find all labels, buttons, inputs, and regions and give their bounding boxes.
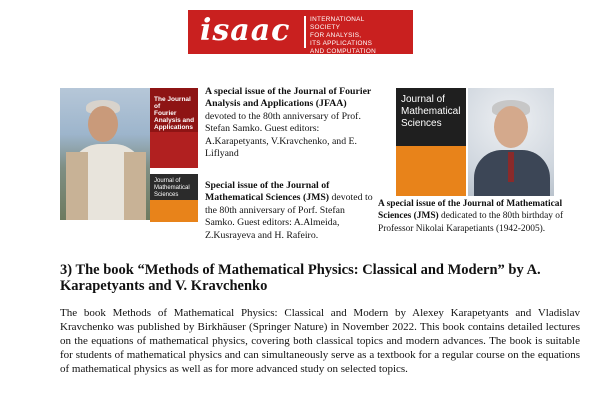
jms-cover-image-large: Journal of Mathematical Sciences bbox=[396, 88, 466, 196]
isaac-banner bbox=[188, 10, 413, 54]
section-heading: 3) The book “Methods of Mathematical Physics: Classical and Modern” by A. Karapetyants and V. Kravchenko bbox=[60, 262, 541, 294]
isaac-logo: isaac bbox=[200, 13, 291, 48]
banner-organization-name: INTERNATIONAL SOCIETY FOR ANALYSIS, ITS APPLICATIONS AND COMPUTATION bbox=[310, 16, 377, 55]
photo-nikolai-karapetiants bbox=[468, 88, 554, 196]
jfaa-special-issue-text: A special issue of the Journal of Fourier Analysis and Applications (JFAA) devoted to the 80th anniversary of Prof. Stefan Samko. Guest editors: A.Karapetyants, V.Kravchenko, and E. Liflyand bbox=[205, 86, 372, 160]
jfaa-cover-image: The Journal of Fourier Analysis and Applications bbox=[150, 88, 198, 168]
jms-special-issue-text: Special issue of the Journal of Mathematical Sciences (JMS) devoted to the 80th anniversary of Porf. Stefan Samko. Guest editors: A.Almeida, Z.Kusrayeva and H. Rafeiro. bbox=[205, 180, 373, 241]
book-description-paragraph: The book Methods of Mathematical Physics: Classical and Modern by Alexey Karapetyants and Vladislav Kravchenko was published by Birkhäuser (Springer Nature) in November 2022. This book contains detailed lectures on the equations of mathematical physics, covering both classical topics and modern advances. The book is suitable for students of mathematical physics and can simultaneously serve as a textbook for a regular course on the equations of mathematical physics as well as for more advanced study on selected topics. bbox=[60, 307, 580, 375]
jms-cover-image-small: Journal of Mathematical Sciences bbox=[150, 174, 198, 222]
photo-stefan-samko bbox=[60, 88, 150, 220]
jms-karapetiants-issue-text: A special issue of the Journal of Mathematical Sciences (JMS) dedicated to the 80th birthday of Professor Nikolai Karapetiants (1942-2005). bbox=[378, 199, 564, 234]
banner-separator bbox=[304, 16, 306, 48]
